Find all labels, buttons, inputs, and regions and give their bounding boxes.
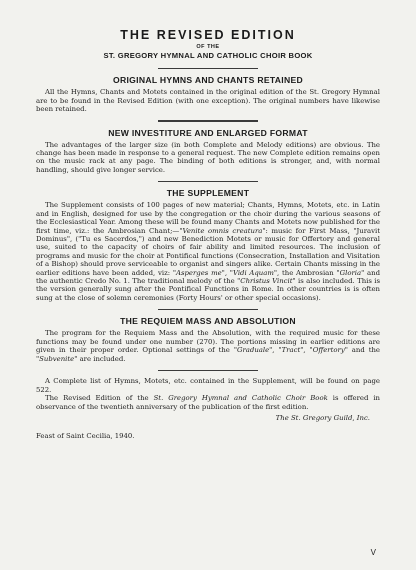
section-heading: ORIGINAL HYMNS AND CHANTS RETAINED — [112, 75, 304, 86]
text-run: The Supplement consists of 100 pages of new material; Chants, Hymns, Motets, etc. in Latin and in English, designed for use by the congregation or the choir during the various seasons of the Ecclesiastical Year. Among these will be found many Chants and Motets now published for the first time, viz.: the Ambrosian Chant;— — [36, 201, 380, 235]
section-supplement — [36, 188, 380, 302]
section-paragraph — [36, 329, 380, 363]
section-requiem — [36, 316, 380, 363]
closing-section — [36, 377, 380, 440]
page-subtitle: ST. GREGORY HYMNAL AND CATHOLIC CHOIR BOOK — [103, 51, 313, 60]
section-new-investiture — [36, 128, 380, 175]
text-run: The Revised Edition of the — [45, 394, 154, 403]
text-run: , the Ambrosian — [277, 268, 337, 277]
section-heading: THE REQUIEM MASS AND ABSOLUTION — [120, 316, 296, 327]
italic-text: "Christus Vincit" — [237, 277, 296, 286]
signature: The St. Gregory Guild, Inc. — [275, 413, 370, 422]
text-run: : music for First Mass, "Juravit Dominus", ("Tu es Sacerdos,") and new Benediction Motets or music for Offertory and general use, suited to the capacity of choirs of fair ability and limited resources. The inclusion of programs and music for the choir at Pontifical functions (Consecration, Installation and Visitation of a Bishop) should prove serviceable to organist and singers alike. Certain Chants missing in the earlier editions have been added, viz: — [36, 226, 380, 277]
section-paragraph — [36, 201, 380, 302]
italic-text: "Venite omnis creatura" — [179, 226, 266, 235]
text-run: is offered in observance of the twentieth anniversary of the publication of the first edition. — [36, 394, 380, 411]
divider-rule — [158, 120, 258, 121]
italic-text: "Gloria" — [336, 268, 365, 277]
closing-paragraph — [36, 394, 380, 411]
divider-rule — [158, 309, 258, 310]
divider-rule — [158, 370, 258, 371]
section-heading: NEW INVESTITURE AND ENLARGED FORMAT — [108, 127, 308, 138]
text-run: and the — [347, 346, 380, 355]
section-paragraph: All the Hymns, Chants and Motets contained in the original edition of the St. Gregory Hymnal are to be found in the Revised Edition (with one exception). The original numbers have likewise been retained. — [36, 88, 380, 113]
italic-text: "Subvenite" — [36, 354, 78, 363]
italic-text: St. Gregory Hymnal and Catholic Choir Book — [153, 394, 328, 403]
italic-text: "Graduale", "Tract", "Offertory" — [233, 346, 348, 355]
section-original-hymns — [36, 75, 380, 113]
text-run: is also included. This is the version generally sung after the Pontifical Functions in Rome. In other countries is is often sung at the close of solemn ceremonies (Forty Hours' or other special occasions). — [36, 277, 380, 302]
text-run: are included. — [77, 354, 126, 363]
text-run: and the authentic Credo No. 1. The traditional melody of the — [36, 268, 381, 286]
page-number: V — [370, 548, 376, 557]
text-run: The program for the Requiem Mass and the Absolution, with the required music for these functions may be found under one number (270). The portions missing in earlier editions are given in their proper order. Optional settings of the — [36, 329, 380, 355]
of-the-label: OF THE — [196, 44, 220, 50]
page-title: THE REVISED EDITION — [120, 28, 296, 42]
section-paragraph: The advantages of the larger size (in both Complete and Melody editions) are obvious. The change has been made in response to a general request. The new Complete edition remains open on the music rack at any page. The binding of both editions is stronger, and, with normal handling, should give longer service. — [36, 140, 380, 174]
section-heading: THE SUPPLEMENT — [166, 188, 250, 199]
divider-rule — [158, 68, 258, 69]
feast-date: Feast of Saint Cecilia, 1940. — [36, 431, 135, 440]
closing-paragraph: A Complete list of Hymns, Motets, etc. contained in the Supplement, will be found on page 522. — [36, 377, 380, 394]
divider-rule — [158, 181, 258, 182]
italic-text: "Asperges me", "Vidi Aquam" — [172, 268, 278, 277]
